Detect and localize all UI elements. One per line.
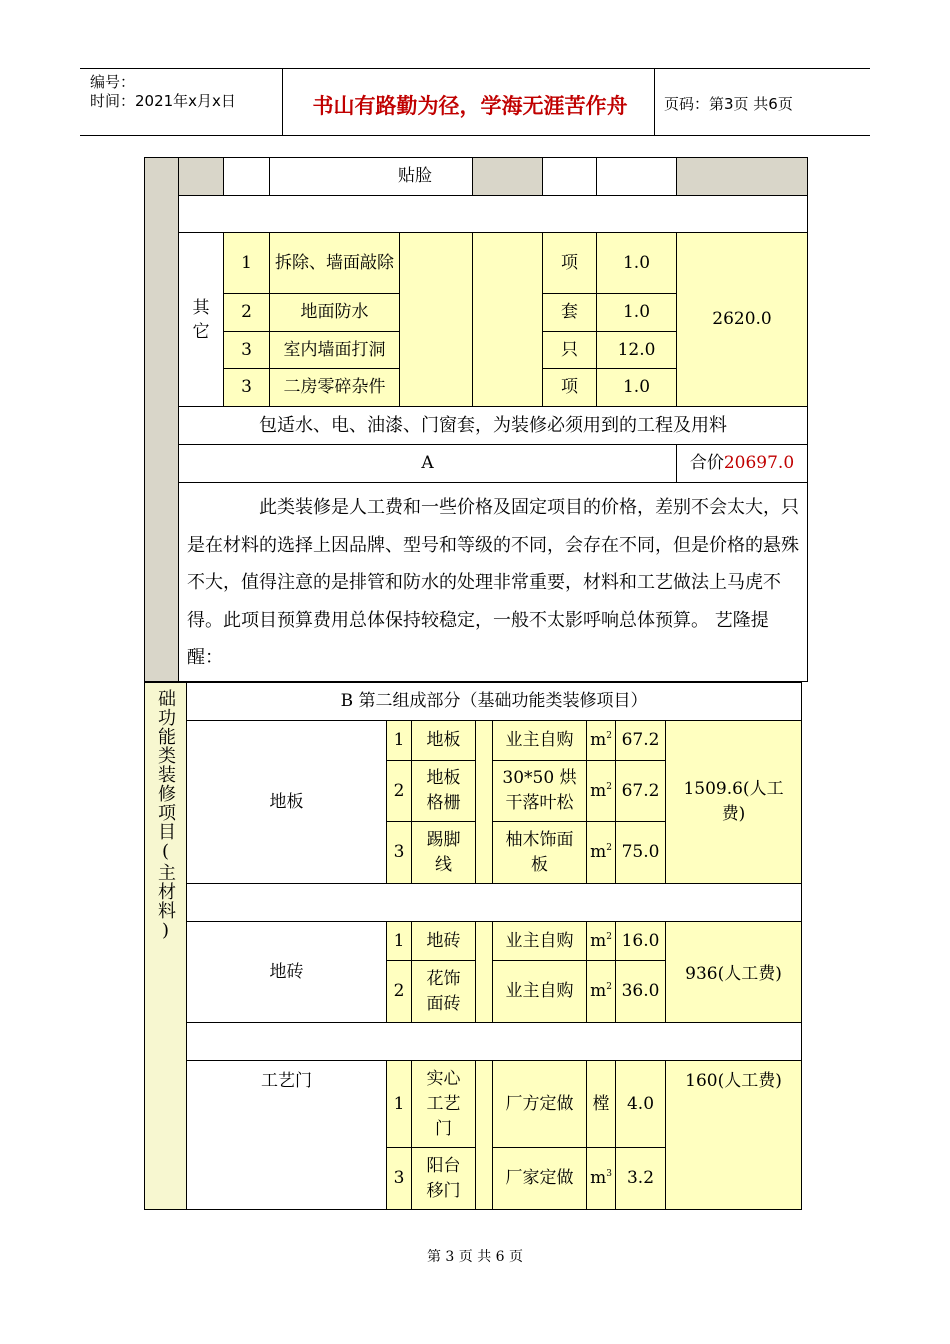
doc-number-label: 编号： — [90, 73, 136, 91]
row-no: 3 — [224, 369, 270, 407]
header-divider-right — [654, 68, 655, 136]
row-spec: 柚木饰面板 — [493, 822, 587, 884]
row-no: 2 — [224, 294, 270, 332]
table-a — [144, 157, 808, 682]
row-qty: 3.2 — [616, 1148, 666, 1210]
page-indicator: 页码：第3页 共6页 — [664, 95, 793, 113]
spacer-row — [187, 884, 802, 922]
row-unit: 只 — [543, 332, 597, 369]
left-margin-cell — [145, 483, 179, 682]
row-unit: $m^2$ — [587, 822, 616, 884]
section-title: B 第二组成部分（基础功能类装修项目） — [187, 683, 802, 721]
other-category: 其它 — [179, 233, 224, 407]
row-spec: 30*50 烘干落叶松 — [493, 761, 587, 822]
header-divider-left — [282, 68, 283, 136]
left-margin-cell — [145, 158, 179, 445]
blank-cell — [473, 158, 543, 196]
other-total: 2620.0 — [677, 233, 808, 407]
row-spec: 业主自购 — [493, 961, 587, 1023]
row-qty: 16.0 — [616, 922, 666, 961]
notes-paragraph: 此类装修是人工费和一些价格及固定项目的价格，差别不会太大，只是在材料的选择上因品牌、型号和等级的不同，会存在不同，但是价格的悬殊不大，值得注意的是排管和防水的处理非常重要，材料和工艺做法上马虎不得。此项目预算费用总体保持较稳定，一般不太影呼响总体预算。 艺隆提醒： — [179, 483, 808, 682]
row-unit: 樘 — [587, 1061, 616, 1148]
doc-date: 时间：2021年x月x日 — [90, 92, 236, 110]
row-qty: 12.0 — [597, 332, 677, 369]
row-item: 地砖 — [412, 922, 476, 961]
blank-cell — [179, 158, 224, 196]
row-item: 地板 — [412, 721, 476, 761]
row-spec: 厂方定做 — [493, 1061, 587, 1148]
group-name: 地板 — [187, 721, 387, 884]
row-item: 实心工艺门 — [412, 1061, 476, 1148]
row-no: 1 — [224, 233, 270, 294]
row-qty: 67.2 — [616, 761, 666, 822]
row-no: 3 — [387, 1148, 412, 1210]
row-item: 拆除、墙面敲除 — [270, 233, 400, 294]
sum-price-label: 合价 — [689, 453, 724, 473]
tiehe-label: 贴脸 — [398, 166, 432, 186]
row-qty: 36.0 — [616, 961, 666, 1023]
row-qty: 1.0 — [597, 294, 677, 332]
blank-cell — [224, 158, 270, 196]
sum-price — [677, 445, 808, 483]
blank-cell — [677, 158, 808, 196]
row-item: 地板格栅 — [412, 761, 476, 822]
header-motto: 书山有路勤为径，学海无涯苦作舟 — [312, 94, 628, 118]
row-qty: 75.0 — [616, 822, 666, 884]
sum-price-value: 20697.0 — [723, 453, 795, 473]
left-margin-cell — [145, 445, 179, 483]
row-qty: 1.0 — [597, 233, 677, 294]
row-unit: $m^3$ — [587, 1148, 616, 1210]
blank-cell — [543, 158, 597, 196]
page-footer: 第 3 页 共 6 页 — [426, 1249, 524, 1265]
row-unit: $m^2$ — [587, 961, 616, 1023]
blank-cell — [476, 721, 493, 884]
blank-cell — [476, 922, 493, 1023]
row-no: 2 — [387, 961, 412, 1023]
row-spec: 业主自购 — [493, 721, 587, 761]
row-no: 1 — [387, 1061, 412, 1148]
side-category-label: 础功能类装修项目(主材料) — [145, 683, 187, 1210]
table-b — [144, 682, 802, 1210]
blank-cell — [597, 158, 677, 196]
row-item: 踢脚线 — [412, 822, 476, 884]
row-no: 3 — [224, 332, 270, 369]
blank-cell — [400, 233, 473, 407]
group-name: 工艺门 — [187, 1061, 387, 1210]
row-unit: 项 — [543, 369, 597, 407]
row-no: 3 — [387, 822, 412, 884]
row-unit: $m^2$ — [587, 721, 616, 761]
row-qty: 4.0 — [616, 1061, 666, 1148]
row-spec: 业主自购 — [493, 922, 587, 961]
row-qty: 1.0 — [597, 369, 677, 407]
header-bottom-rule — [80, 135, 870, 136]
row-item: 阳台移门 — [412, 1148, 476, 1210]
row-item: 室内墙面打洞 — [270, 332, 400, 369]
header-top-rule — [80, 68, 870, 69]
group-total: 936(人工费) — [666, 922, 802, 1023]
row-item: 二房零碎杂件 — [270, 369, 400, 407]
blank-cell — [473, 233, 543, 407]
spacer-row — [187, 1023, 802, 1061]
row-unit: $m^2$ — [587, 761, 616, 822]
row-spec: 厂家定做 — [493, 1148, 587, 1210]
row-qty: 67.2 — [616, 721, 666, 761]
blank-cell — [476, 1061, 493, 1210]
sum-label: A — [179, 445, 677, 483]
spacer-row — [179, 196, 808, 233]
group-total: 1509.6(人工费) — [666, 721, 802, 884]
row-unit: 套 — [543, 294, 597, 332]
include-note: 包适水、电、油漆、门窗套，为装修必须用到的工程及用料 — [179, 407, 808, 445]
row-no: 1 — [387, 721, 412, 761]
row-item: 花饰面砖 — [412, 961, 476, 1023]
row-no: 1 — [387, 922, 412, 961]
row-unit: $m^2$ — [587, 922, 616, 961]
tiehe-cell — [270, 158, 473, 196]
row-unit: 项 — [543, 233, 597, 294]
group-total: 160(人工费) — [666, 1061, 802, 1210]
row-no: 2 — [387, 761, 412, 822]
row-item: 地面防水 — [270, 294, 400, 332]
group-name: 地砖 — [187, 922, 387, 1023]
